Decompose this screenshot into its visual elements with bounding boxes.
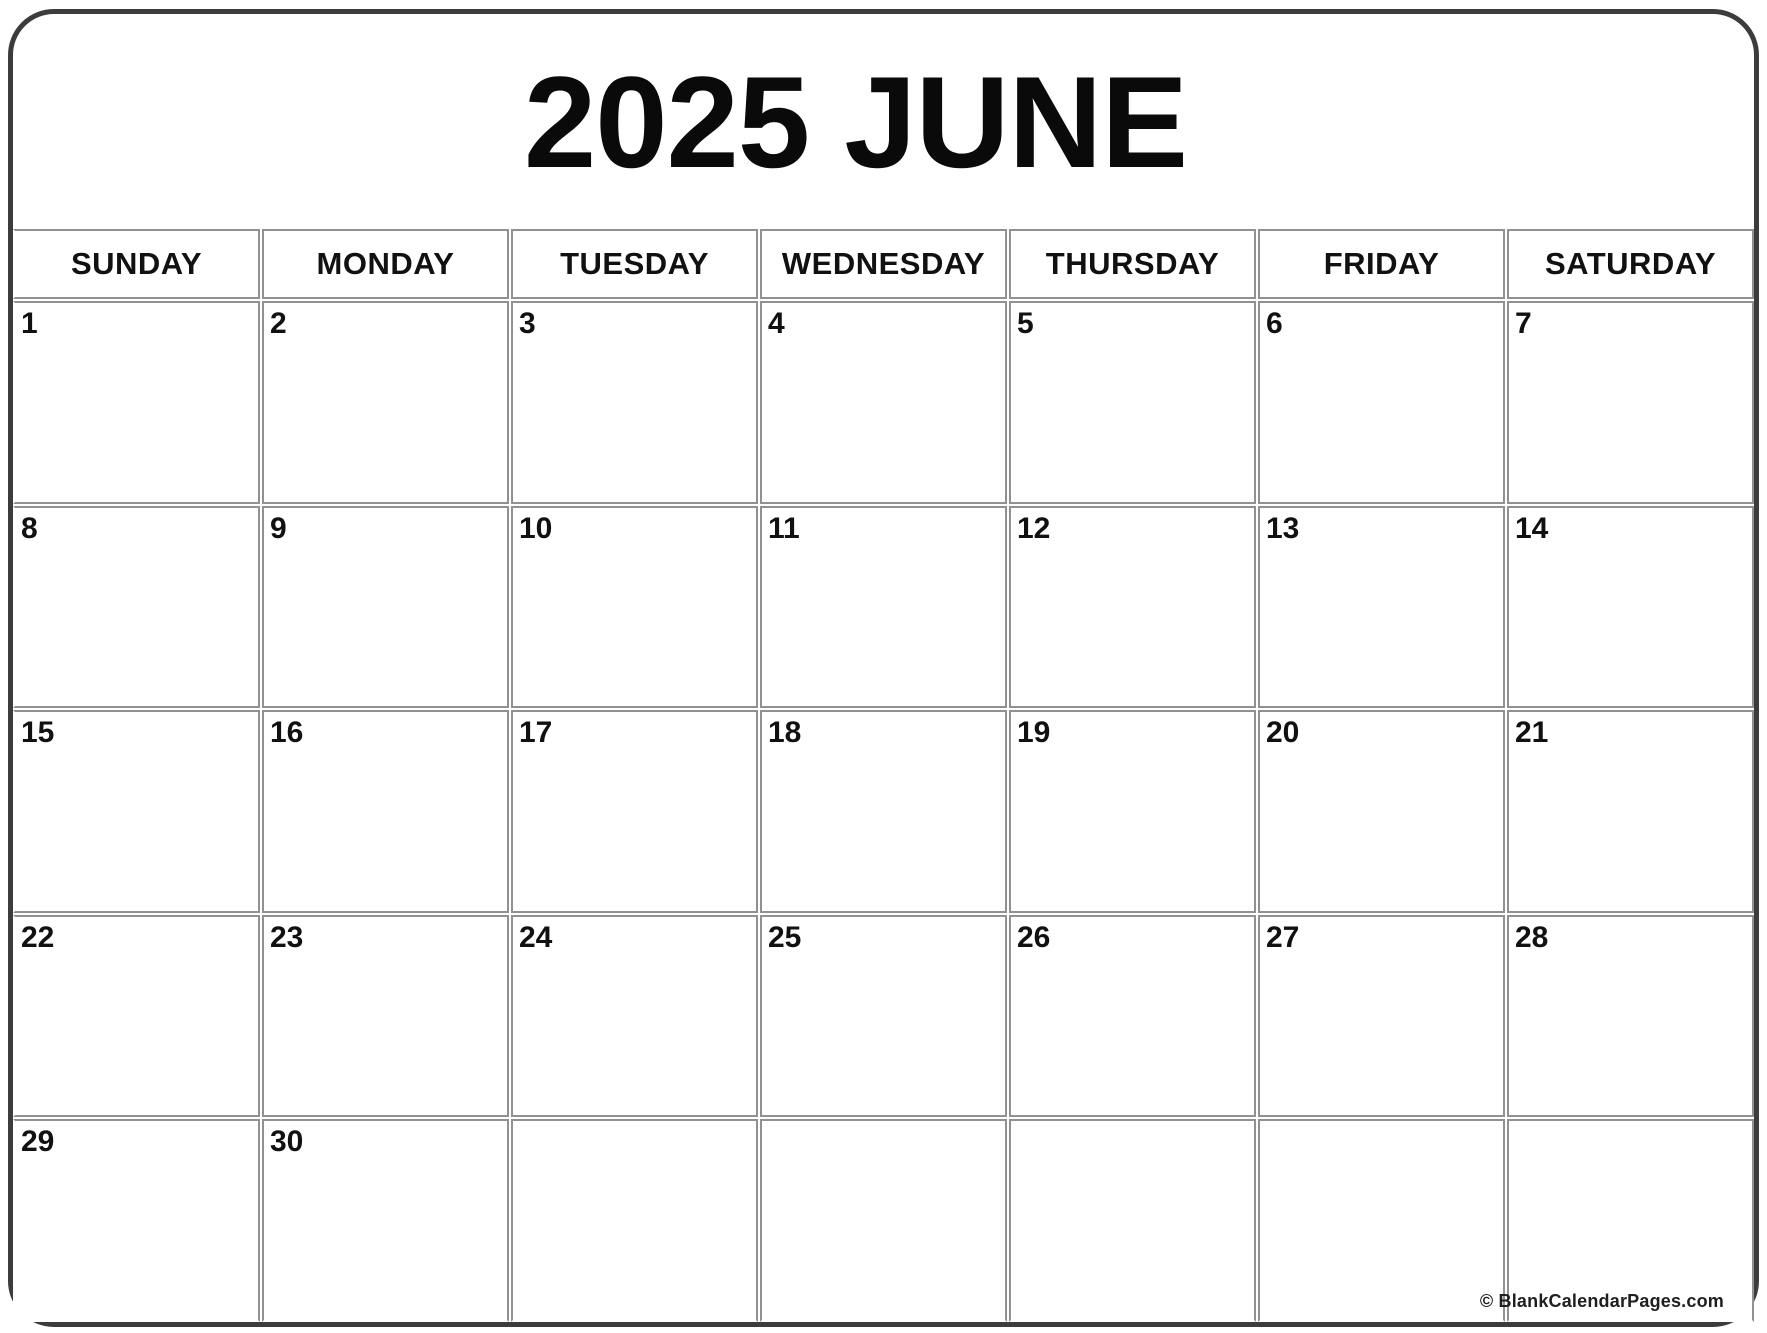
- page-title: 2025 JUNE: [523, 48, 1188, 195]
- day-cell: 25: [760, 915, 1007, 1118]
- weekday-header-tuesday: TUESDAY: [511, 229, 758, 299]
- day-cell: 18: [760, 710, 1007, 913]
- day-cell: 22: [13, 915, 260, 1118]
- day-cell: 28: [1507, 915, 1754, 1118]
- day-cell: [1258, 1119, 1505, 1322]
- day-cell: 13: [1258, 506, 1505, 709]
- day-cell: 16: [262, 710, 509, 913]
- weekday-header-thursday: THURSDAY: [1009, 229, 1256, 299]
- day-cell: 14: [1507, 506, 1754, 709]
- day-cell: [511, 1119, 758, 1322]
- day-cell: 15: [13, 710, 260, 913]
- day-cell: 11: [760, 506, 1007, 709]
- day-cell: 7: [1507, 301, 1754, 504]
- day-cell: 2: [262, 301, 509, 504]
- calendar-grid: [13, 229, 1754, 1322]
- day-cell: 20: [1258, 710, 1505, 913]
- day-cell: 8: [13, 506, 260, 709]
- footer-credit: © BlankCalendarPages.com: [1479, 1291, 1724, 1311]
- calendar-page: [8, 9, 1759, 1327]
- weekday-header-sunday: SUNDAY: [13, 229, 260, 299]
- weekday-header-monday: MONDAY: [262, 229, 509, 299]
- day-cell: 30: [262, 1119, 509, 1322]
- day-cell: 4: [760, 301, 1007, 504]
- day-cell: 23: [262, 915, 509, 1118]
- day-cell: 29: [13, 1119, 260, 1322]
- day-cell: 17: [511, 710, 758, 913]
- weekday-header-wednesday: WEDNESDAY: [760, 229, 1007, 299]
- day-cell: [1009, 1119, 1256, 1322]
- day-cell: 26: [1009, 915, 1256, 1118]
- day-cell: 5: [1009, 301, 1256, 504]
- day-cell: 24: [511, 915, 758, 1118]
- day-cell: 1: [13, 301, 260, 504]
- day-cell: 6: [1258, 301, 1505, 504]
- day-cell: 21: [1507, 710, 1754, 913]
- day-cell: 27: [1258, 915, 1505, 1118]
- weekday-header-saturday: SATURDAY: [1507, 229, 1754, 299]
- day-cell: 9: [262, 506, 509, 709]
- day-cell: 3: [511, 301, 758, 504]
- weekday-header-friday: FRIDAY: [1258, 229, 1505, 299]
- title-area: [13, 14, 1754, 229]
- day-cell: [760, 1119, 1007, 1322]
- day-cell: 10: [511, 506, 758, 709]
- day-cell: 12: [1009, 506, 1256, 709]
- day-cell: 19: [1009, 710, 1256, 913]
